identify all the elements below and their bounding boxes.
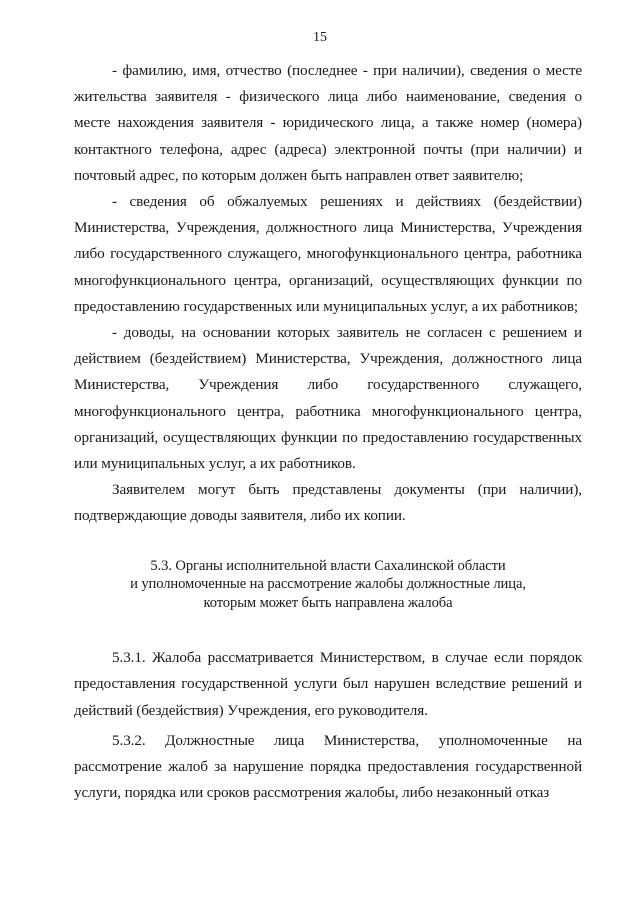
document-body <box>74 58 582 806</box>
section-heading-line: которым может быть направлена жалоба <box>203 594 453 611</box>
paragraph-supporting-documents: Заявителем могут быть представлены документы (при наличии), подтверждающие доводы заявителя, либо их копии. <box>74 481 582 525</box>
paragraph-5-3-2: 5.3.2. Должностные лица Министерства, уполномоченные на рассмотрение жалоб за нарушение порядка предоставления государственной услуги, порядка или сроков рассмотрения жалобы, либо незаконный отказ <box>74 731 582 802</box>
paragraph-5-3-1: 5.3.1. Жалоба рассматривается Министерством, в случае если порядок предоставления государственной услуги был нарушен вследствие решений и действий (бездействия) Учреждения, его руководителя. <box>74 649 582 719</box>
section-heading-line: и уполномоченные на рассмотрение жалобы должностные лица, <box>130 576 526 593</box>
paragraph-applicant-details: - фамилию, имя, отчество (последнее - при наличии), сведения о месте жительства заявителя - физического лица либо наименование, сведения о месте нахождения заявителя - юридического лица, а также номер (номера) контактного телефона, адрес (адреса) электронной почты (при наличии) и почтовый адрес, по которым должен быть направлен ответ заявителю; <box>74 62 582 184</box>
page-number: 15 <box>313 30 327 45</box>
section-heading <box>74 557 582 613</box>
section-heading-line: 5.3. Органы исполнительной власти Сахалинской области <box>150 557 506 574</box>
paragraph-arguments: - доводы, на основании которых заявитель не согласен с решением и действием (бездействием) Министерства, Учреждения, должностного лица Министерства, Учреждения либо государственного служащего, многофункционального центра, работника многофункционального центра, организаций, осуществляющих функции по предоставлению государственных или муниципальных услуг, а их работников. <box>74 324 582 473</box>
paragraph-appealed-decisions: - сведения об обжалуемых решениях и действиях (бездействии) Министерства, Учреждения, должностного лица Министерства, Учреждения либо государственного служащего, многофункционального центра, работника многофункционального центра, организаций, осуществляющих функции по предоставлению государственных или муниципальных услуг, а их работников; <box>74 193 582 315</box>
